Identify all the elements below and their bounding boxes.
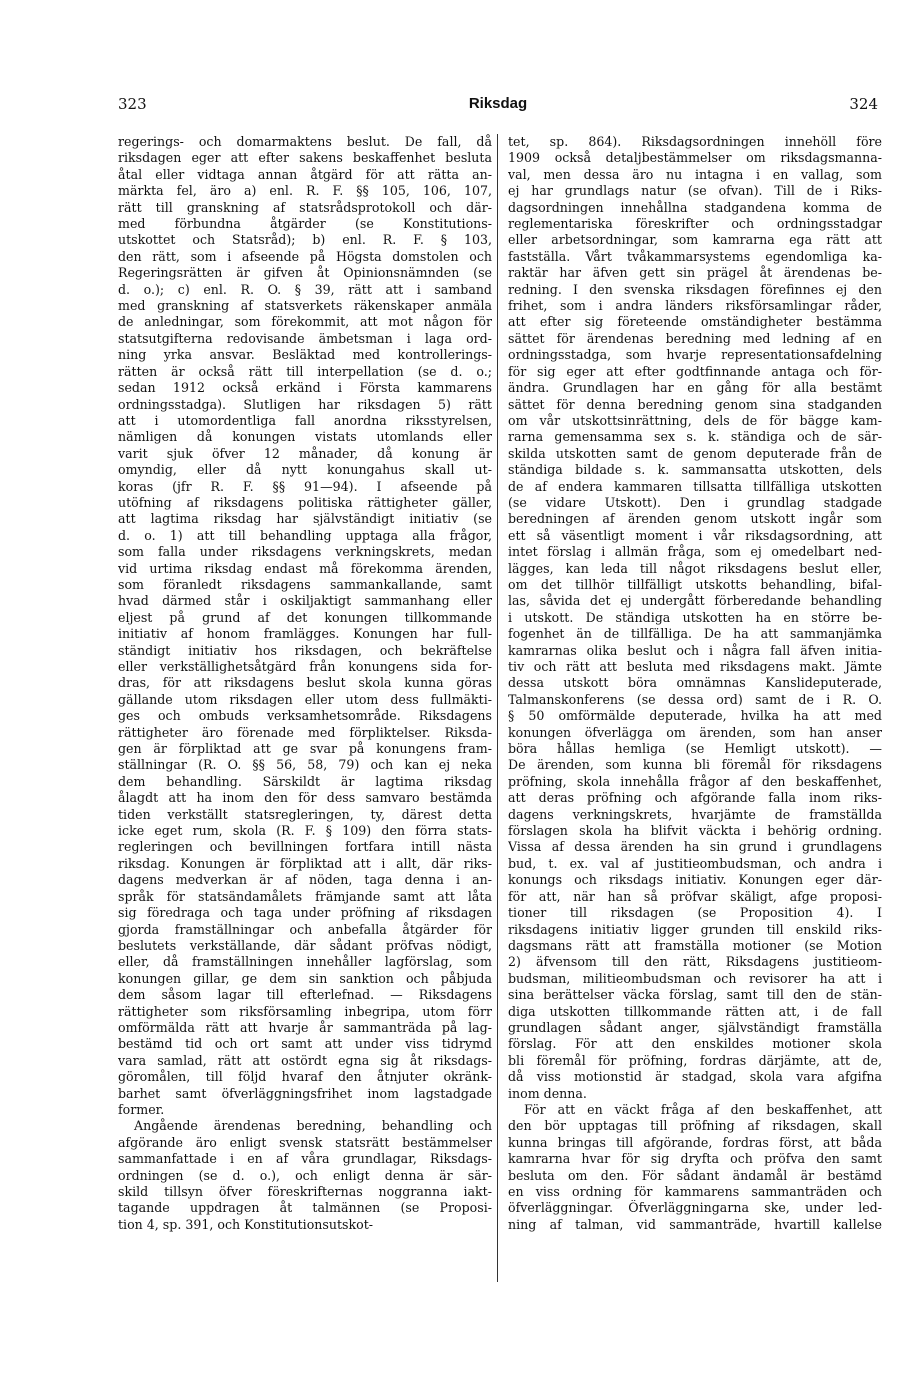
text-line: språk för statsändamålets främjande samt att låta: [118, 888, 492, 904]
text-line: förslag. För att den enskildes motioner skola: [508, 1036, 882, 1052]
text-line: sedan 1912 också erkänd i Första kammarens: [118, 380, 492, 396]
text-line: för att, när han så pröfvar skäligt, afge proposi-: [508, 888, 882, 904]
text-line: val, men dessa äro nu intagna i en vallag, som: [508, 166, 882, 182]
text-line: att i utomordentliga fall anordna riksstyrelsen,: [118, 412, 492, 428]
text-line: Angående ärendenas beredning, behandling och: [134, 1118, 492, 1134]
text-line: eljest på grund af det konungen tillkommande: [118, 609, 492, 625]
text-line: Talmanskonferens (se dessa ord) samt de i R. O.: [508, 691, 882, 707]
text-line: Regeringsrätten är gifven åt Opinionsnämnden (se: [118, 265, 492, 281]
text-line: bli föremål för pröfning, fordras därjämte, att de,: [508, 1052, 882, 1068]
text-line: förslagen skola ha blifvit väckta i behörig ordning.: [508, 823, 882, 839]
text-line: konungen öfverlägga om ärenden, som han anser: [508, 724, 882, 740]
text-line: sättet för ärendenas beredning med ledning af en: [508, 330, 882, 346]
text-line: ges och ombuds verksamhetsområde. Riksdagens: [118, 708, 492, 724]
text-line: en viss ordning för kammarens sammanträden och: [508, 1184, 882, 1199]
text-line: ständiga bildade s. k. sammansatta utskotten, dels: [508, 462, 882, 478]
text-line: ändra. Grundlagen har en gång för alla bestämt: [508, 380, 882, 396]
text-line: bud, t. ex. val af justitieombudsman, och andra i: [508, 855, 882, 871]
text-line: den rätt, som i afseende på Högsta domstolen och: [118, 248, 492, 264]
text-line: dras, för att riksdagens beslut skola kunna göras: [118, 675, 492, 691]
text-line: sammanfattade i en af våra grundlagar, Riksdags-: [118, 1151, 492, 1167]
text-line: att deras pröfning och afgörande falla inom riks-: [508, 790, 882, 806]
text-line: om det tillhör tillfälligt utskotts behandling, bifal-: [508, 576, 882, 592]
text-line: raktär har äfven gett sin prägel åt ärendenas be-: [508, 265, 882, 281]
text-line: barhet samt öfverläggningsfrihet inom lagstadgade: [118, 1085, 492, 1101]
text-line: dem såsom lagar till efterlefnad. — Riksdagens: [118, 987, 492, 1003]
text-line: ning yrka ansvar. Besläktad med kontrollerings-: [118, 347, 492, 363]
text-line: regleringen och bevillningen fortfara intill nästa: [118, 839, 492, 855]
text-line: ålagdt att ha inom den för dess samvaro bestämda: [118, 790, 492, 806]
text-line: ständigt initiativ hos riksdagen, och bekräftelse: [118, 642, 492, 658]
text-line: d. o.); c) enl. R. O. § 39, rätt att i samband: [118, 281, 492, 297]
text-line: sig föredraga och taga under pröfning af riksdagen: [118, 905, 492, 921]
text-line: ej har grundlags natur (se ofvan). Till de i Riks-: [508, 183, 882, 199]
text-line: eller verkställighetsåtgärd från konungens sida for-: [118, 659, 492, 674]
text-line: redning. I den svenska riksdagen förefinnes ej den: [508, 281, 882, 297]
text-line: tioner till riksdagen (se Proposition 4). I: [508, 905, 882, 921]
text-line: De ärenden, som kunna bli föremål för riksdagens: [508, 757, 882, 773]
text-line: ett så väsentligt moment i vår riksdagsordning, att: [508, 527, 882, 543]
text-line: sättet för denna beredning genom sina stadganden: [508, 396, 882, 412]
text-line: fogenhet än de tillfälliga. De ha att sammanjämka: [508, 626, 882, 642]
text-line: frihet, som i andra länders riksförsamlingar råder,: [508, 298, 882, 314]
text-line: de anledningar, som förekommit, att mot någon för: [118, 314, 492, 330]
text-line: som föranledt riksdagens sammankallande, samt: [118, 576, 492, 592]
text-line: med granskning af statsverkets räkenskaper anmäla: [118, 298, 492, 314]
text-line: konungs och riksdags initiativ. Konungen eger där-: [508, 872, 882, 888]
text-line: ordningen (se d. o.), och enligt denna är sär-: [118, 1167, 492, 1183]
text-line: regerings- och domarmaktens beslut. De fall, då: [118, 134, 492, 149]
text-line: kamrarnas olika beslut och i några fall äfven initia-: [508, 642, 882, 658]
text-line: diga utskotten tillkommande rätten att, i de fall: [508, 1003, 882, 1019]
page-header: [118, 95, 878, 119]
text-line: varit sjuk öfver 12 månader, då konung är: [118, 445, 492, 461]
text-line: icke eget rum, skola (R. F. § 109) den förra stats-: [118, 823, 492, 839]
text-line: koras (jfr R. F. §§ 91—94). I afseende på: [118, 478, 492, 494]
text-line: afgörande äro enligt svensk statsrätt bestämmelser: [118, 1134, 492, 1150]
running-title: Riksdag: [468, 95, 528, 112]
page-number-right: 324: [849, 95, 878, 113]
left-text-column: [118, 134, 492, 1233]
text-line: dagsmans rätt att framställa motioner (se Motion: [508, 937, 882, 953]
text-line: dagsordningen innehållna stadgandena komma de: [508, 199, 882, 215]
text-line: ning af talman, vid sammanträde, hvartill kallelse: [508, 1216, 882, 1232]
text-line: beslutets verkställande, där sådant pröfvas nödigt,: [118, 937, 492, 953]
text-line: initiativ af honom framlägges. Konungen har full-: [118, 626, 492, 642]
text-line: tiv och rätt att besluta med riksdagens makt. Jämte: [508, 659, 882, 674]
text-line: (se vidare Utskott). Den i grundlag stadgade: [508, 494, 882, 510]
text-line: utöfning af riksdagens politiska rättigheter gäller,: [118, 494, 492, 510]
text-line: sina berättelser väcka förslag, samt till den de stän-: [508, 987, 882, 1003]
text-line: rätt till granskning af statsrådsprotokoll och där-: [118, 199, 492, 215]
text-line: tion 4, sp. 391, och Konstitutionsutskot-: [118, 1216, 374, 1232]
text-line: former.: [118, 1101, 165, 1117]
text-line: skilda utskotten samt de genom deputerade från de: [508, 445, 882, 461]
text-line: om vår utskottsinrättning, dels de för bägge kam-: [508, 412, 882, 428]
text-line: dagens medverkan är af nöden, taga denna i an-: [118, 872, 492, 888]
text-line: pröfning, skola innehålla frågor af den beskaffenhet,: [508, 773, 882, 789]
text-line: 2) äfvensom till den rätt, Riksdagens justitieom-: [508, 954, 882, 970]
text-line: lägges, kan leda till något riksdagens beslut eller,: [508, 560, 882, 576]
text-line: bestämd tid och ort samt att under viss tidrymd: [118, 1036, 492, 1052]
text-line: som falla under riksdagens verkningskrets, medan: [118, 544, 492, 560]
text-line: riksdagen eger att efter sakens beskaffenhet besluta: [118, 150, 492, 166]
text-line: För att en väckt fråga af den beskaffenhet, att: [524, 1101, 882, 1117]
text-line: rarna gemensamma sex s. k. ständiga och de sär-: [508, 429, 882, 445]
text-line: omförmälda rätt att hvarje år sammanträda på lag-: [118, 1019, 492, 1035]
text-line: ordningsstadga, som hvarje representationsafdelning: [508, 347, 882, 363]
text-line: dagens verkningskrets, hvarjämte de framställda: [508, 806, 882, 822]
text-line: rätten är också rätt till interpellation (se d. o.;: [118, 363, 492, 379]
text-line: märkta fel, äro a) enl. R. F. §§ 105, 106, 107,: [118, 183, 492, 199]
text-line: tagande uppdragen åt talmännen (se Proposi-: [118, 1200, 492, 1216]
text-line: beredningen af ärenden genom utskott ingår som: [508, 511, 882, 527]
text-line: grundlagen sådant anger, självständigt framställa: [508, 1019, 882, 1035]
text-line: budsman, militieombudsman och revisorer ha att i: [508, 970, 882, 986]
text-line: i utskott. De ständiga utskotten ha en större be-: [508, 609, 882, 625]
text-line: då viss motionstid är stadgad, skola vara afgifna: [508, 1069, 882, 1085]
text-line: dem behandling. Särskildt är lagtima riksdag: [118, 773, 492, 789]
text-line: Vissa af dessa ärenden ha sin grund i grundlagens: [508, 839, 882, 855]
text-line: gällande utom riksdagen eller utom dess fullmäkti-: [118, 691, 492, 707]
text-line: att lagtima riksdag har självständigt initiativ (se: [118, 511, 492, 527]
text-line: riksdagens initiativ ligger grunden till enskild riks-: [508, 921, 882, 937]
text-line: tiden verkställt statsregleringen, ty, därest detta: [118, 806, 492, 822]
text-line: att efter sig företeende omständigheter bestämma: [508, 314, 882, 330]
text-line: de af endera kammaren tillsatta tillfälliga utskotten: [508, 478, 882, 494]
column-divider: [497, 134, 498, 1282]
text-line: § 50 omförmälde deputerade, hvilka ha att med: [508, 708, 882, 724]
text-line: gjorda framställningar och anbefalla åtgärder för: [118, 921, 492, 937]
text-line: besluta om den. För sådant ändamål är bestämd: [508, 1167, 882, 1183]
text-line: riksdag. Konungen är förpliktad att i allt, där riks-: [118, 855, 492, 871]
text-line: den bör upptagas till pröfning af riksdagen, skall: [508, 1118, 882, 1134]
text-line: nämligen då konungen vistats utomlands eller: [118, 429, 492, 445]
text-line: åtal eller vidtaga annan åtgärd för att rätta an-: [118, 166, 492, 182]
text-line: intet förslag i allmän fråga, som ej omedelbart ned-: [508, 544, 882, 560]
text-line: öfverläggningar. Öfverläggningarna ske, under led-: [508, 1200, 882, 1216]
right-text-column: [508, 134, 882, 1233]
text-line: omyndig, eller då nytt konungahus skall ut-: [118, 462, 492, 478]
text-line: hvad därmed står i oskiljaktigt sammanhang eller: [118, 593, 492, 609]
text-line: kamrarna hvar för sig dryfta och pröfva den samt: [508, 1151, 882, 1167]
text-line: vid urtima riksdag endast må förekomma ärenden,: [118, 560, 492, 576]
text-line: dessa utskott böra omnämnas Kanslideputerade,: [508, 675, 882, 691]
text-line: skild tillsyn öfver föreskrifternas noggranna iakt-: [118, 1184, 492, 1199]
page-number-left: 323: [118, 95, 147, 113]
text-line: ställningar (R. O. §§ 56, 58, 79) och kan ej neka: [118, 757, 492, 773]
text-line: ordningsstadga). Slutligen har riksdagen 5) rätt: [118, 396, 492, 412]
text-line: kunna bringas till afgörande, fordras först, att båda: [508, 1134, 882, 1150]
text-line: statsutgifterna redovisande ämbetsman i laga ord-: [118, 330, 492, 346]
text-line: konungen gillar, ge dem sin sanktion och påbjuda: [118, 970, 492, 986]
text-line: utskottet och Statsråd); b) enl. R. F. § 103,: [118, 232, 492, 248]
text-line: för sig eger att efter godtfinnande antaga och för-: [508, 363, 882, 379]
text-line: d. o. 1) att till behandling upptaga alla frågor,: [118, 527, 492, 543]
text-line: 1909 också detaljbestämmelser om riksdagsmanna-: [508, 150, 882, 166]
text-line: tet, sp. 864). Riksdagsordningen innehöll före: [508, 134, 882, 149]
text-line: eller, då framställningen innehåller lagförslag, som: [118, 954, 492, 970]
text-line: göromålen, till följd hvaraf den åtnjuter okränk-: [118, 1069, 492, 1085]
text-line: las, såvida det ej undergått förberedande behandling: [508, 593, 882, 609]
text-line: med förbundna åtgärder (se Konstitutions-: [118, 216, 492, 232]
text-line: böra hållas hemliga (se Hemligt utskott). —: [508, 741, 882, 757]
text-line: gen är förpliktad att ge svar på konungens fram-: [118, 741, 492, 757]
text-line: fastställa. Vårt tvåkammarsystems egendomliga ka-: [508, 248, 882, 264]
text-line: inom denna.: [508, 1085, 587, 1101]
text-line: reglementariska föreskrifter och ordningsstadgar: [508, 216, 882, 232]
text-line: vara samlad, rätt att ostördt egna sig åt riksdags-: [118, 1052, 492, 1068]
text-line: rättigheter äro förenade med förpliktelser. Riksda-: [118, 724, 492, 740]
text-line: rättigheter som riksförsamling inbegripa, utom förr: [118, 1003, 492, 1019]
text-line: eller arbetsordningar, som kamrarna ega rätt att: [508, 232, 882, 248]
